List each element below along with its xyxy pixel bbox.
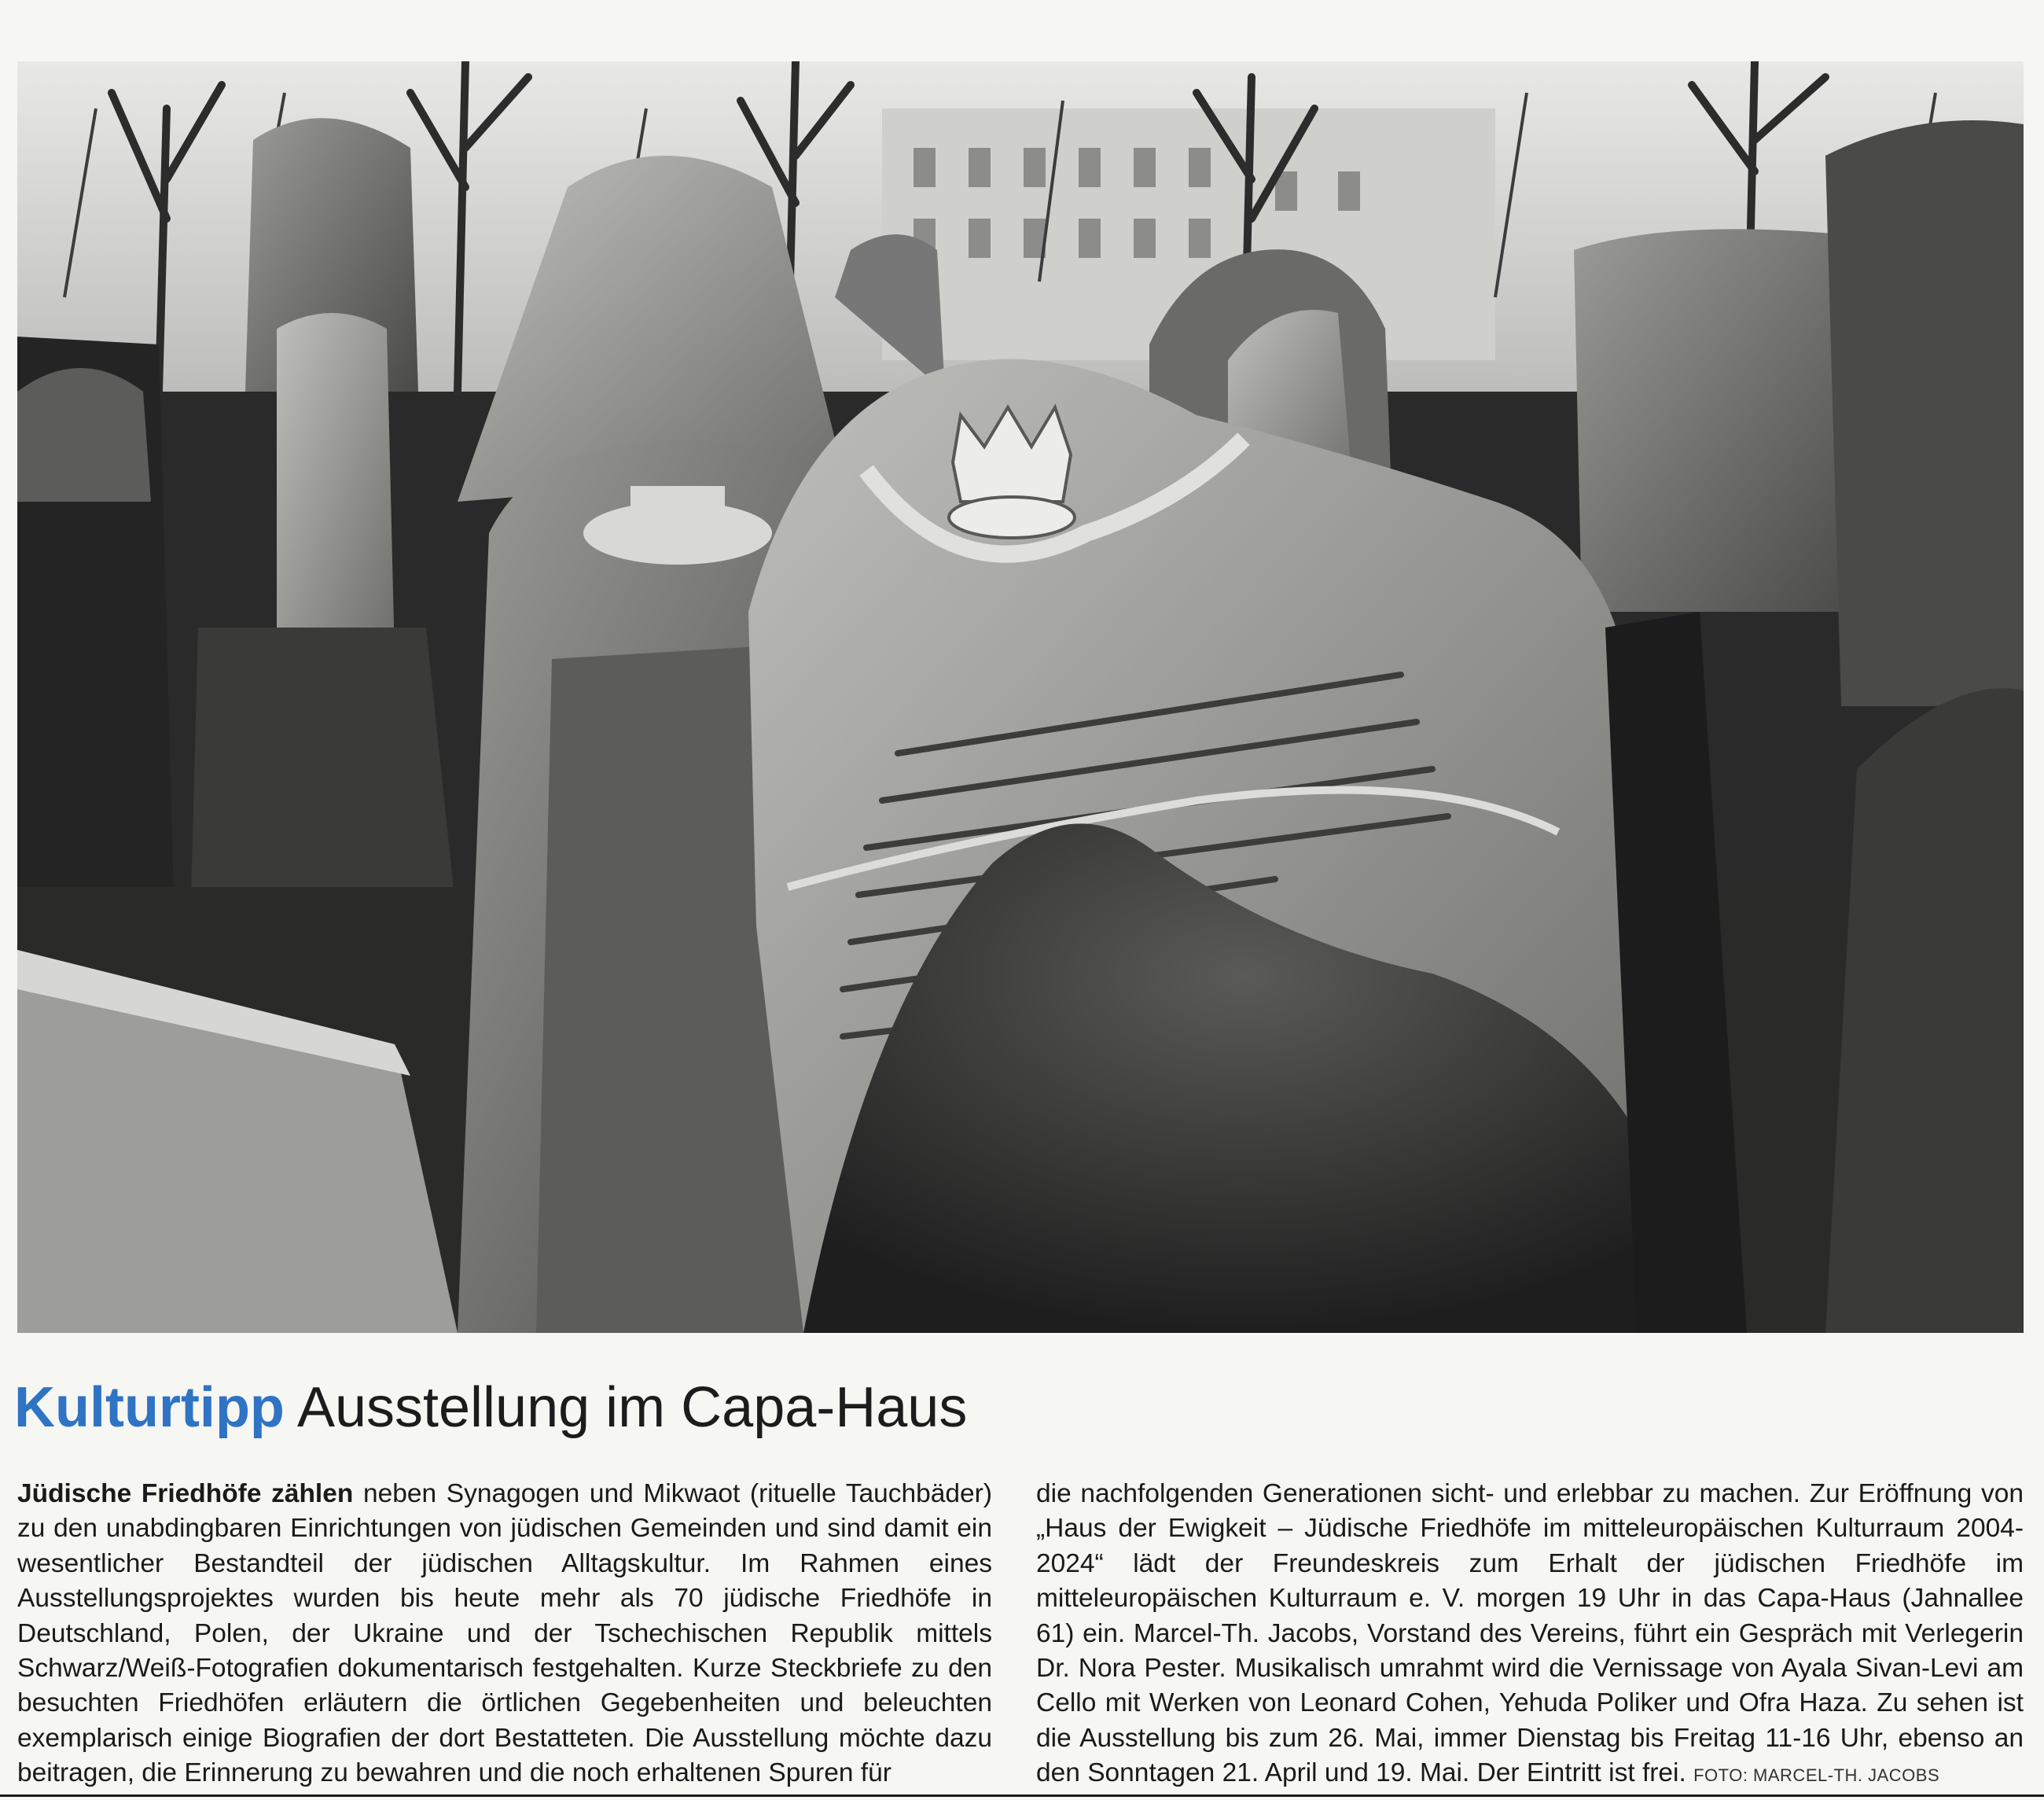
bottom-rule bbox=[0, 1794, 2044, 1797]
headline bbox=[14, 1372, 967, 1443]
article-lead: Jüdische Friedhöfe zählen bbox=[17, 1479, 354, 1508]
article-column-left bbox=[17, 1477, 992, 1791]
headline-kicker: Kulturtipp bbox=[14, 1376, 285, 1439]
article-column-right bbox=[1036, 1477, 2024, 1794]
article-body-left: neben Synagogen und Mikwaot (rituelle Tauchbäder) zu den unabdingbaren Einrichtungen von jüdischen Gemeinden und sind damit ein wesentlicher Bestandteil der jüdischen Alltagskultur. Im Rahmen eines Ausstellungsprojektes wurden bis heute mehr als 70 jüdische Friedhöfe in Deutschland, Polen, der Ukraine und der Tschechischen Republik mittels Schwarz/Weiß-Fotografien dokumentarisch festgehalten. Kurze Steckbriefe zu den besuchten Friedhöfen erläutern die örtlichen Gegebenheiten und beleuchten exemplarisch einige Biografien der dort Bestatteten. Die Ausstellung möchte dazu beitragen, die Erinnerung zu bewahren und die noch erhaltenen Spuren für bbox=[17, 1479, 992, 1788]
cemetery-photo bbox=[17, 61, 2024, 1333]
headline-title: Ausstellung im Capa-Haus bbox=[296, 1376, 968, 1439]
photo-credit: FOTO: MARCEL-TH. JACOBS bbox=[1693, 1765, 1940, 1786]
article-body-right: die nachfolgenden Generationen sicht- und erlebbar zu machen. Zur Eröffnung von „Haus der Ewigkeit – Jüdische Friedhöfe im mitteleuropäischen Kulturraum 2004-2024“ lädt der Freundeskreis zum Erhalt der jüdischen Friedhöfe im mitteleuropäischen Kulturraum e. V. morgen 19 Uhr in das Capa-Haus (Jahnallee 61) ein. Marcel-Th. Jacobs, Vorstand des Vereins, führt ein Gespräch mit Verlegerin Dr. Nora Pester. Musikalisch umrahmt wird die Vernissage von Ayala Sivan-Levi am Cello mit Werken von Leonard Cohen, Yehuda Poliker und Ofra Haza. Zu sehen ist die Ausstellung bis zum 26. Mai, immer Dienstag bis Freitag 11-16 Uhr, ebenso an den Sonntagen 21. April und 19. Mai. Der Eintritt ist frei. bbox=[1036, 1479, 2024, 1788]
gravestones-image bbox=[17, 61, 2024, 1333]
